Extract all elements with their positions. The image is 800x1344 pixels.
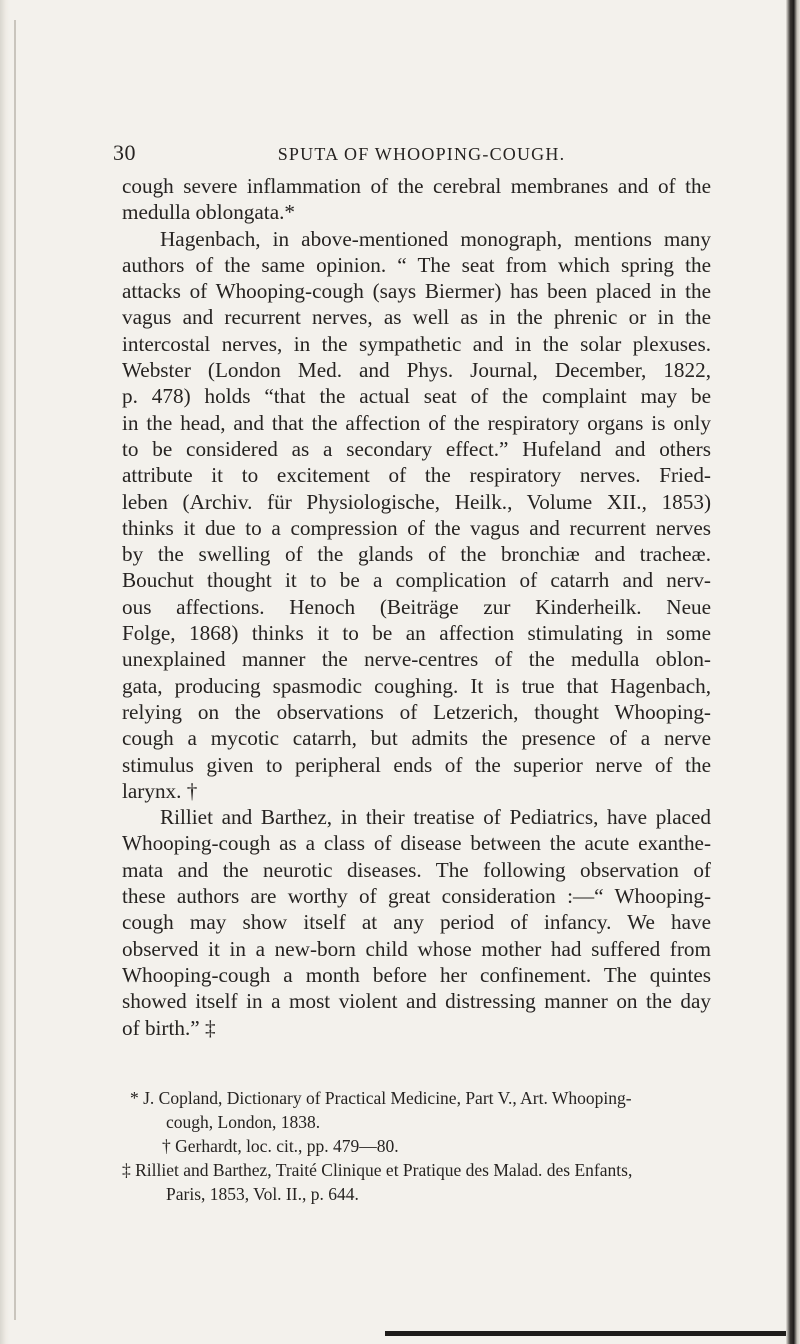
page-edge-left	[0, 0, 10, 1344]
footnote-2: † Gerhardt, loc. cit., pp. 479—80.	[162, 1136, 399, 1156]
footnote-3-line-2: Paris, 1853, Vol. II., p. 644.	[166, 1184, 359, 1204]
text-line: ous affections. Henoch (Beiträge zur Kinderheilk. Neue	[122, 594, 711, 619]
body-text	[122, 160, 711, 1041]
text-line: Rilliet and Barthez, in their treatise of Pediatrics, have placed	[160, 805, 711, 830]
text-line: in the head, and that the affection of the respiratory organs is only	[122, 410, 711, 435]
text-line: medulla oblongata.*	[122, 200, 295, 225]
text-line: Webster (London Med. and Phys. Journal, December, 1822,	[122, 358, 711, 383]
text-line: Bouchut thought it to be a complication of catarrh and nerv-	[122, 568, 711, 593]
footnote-3-line-1: ‡ Rilliet and Barthez, Traité Clinique et Pratique des Malad. des Enfants,	[122, 1160, 633, 1180]
text-line: Hagenbach, in above-mentioned monograph, mentions many	[160, 226, 711, 251]
text-line: to be considered as a secondary effect.” Hufeland and others	[122, 436, 711, 461]
text-line: by the swelling of the glands of the bronchiæ and tracheæ.	[122, 542, 711, 567]
text-line: mata and the neurotic diseases. The following observation of	[122, 857, 711, 882]
text-line: cough severe inflammation of the cerebral membranes and of the	[122, 174, 711, 198]
footnotes	[122, 1086, 711, 1206]
footnote-1-line-1: * J. Copland, Dictionary of Practical Medicine, Part V., Art. Whooping-	[130, 1088, 632, 1108]
text-line: intercostal nerves, in the sympathetic and in the solar plexuses.	[122, 331, 711, 356]
text-line: observed it in a new-born child whose mother had suffered from	[122, 936, 711, 961]
text-line: cough may show itself at any period of infancy. We have	[122, 910, 711, 935]
page-number: 30	[113, 140, 136, 165]
bottom-edge-bar	[385, 1331, 786, 1336]
text-line: Whooping-cough a month before her confinement. The quintes	[122, 962, 711, 987]
text-line: leben (Archiv. für Physiologische, Heilk., Volume XII., 1853)	[122, 489, 711, 514]
text-line: attacks of Whooping-cough (says Biermer) has been placed in the	[122, 279, 711, 304]
text-line: showed itself in a most violent and distressing manner on the day	[122, 989, 711, 1014]
running-title: SPUTA OF WHOOPING-COUGH.	[277, 144, 566, 164]
text-line: these authors are worthy of great consideration :—“ Whooping-	[122, 884, 711, 909]
text-line: gata, producing spasmodic coughing. It is true that Hagenbach,	[122, 673, 711, 698]
text-line: stimulus given to peripheral ends of the superior nerve of the	[122, 752, 711, 777]
text-line: of birth.” ‡	[122, 1015, 216, 1040]
text-line: larynx. †	[122, 778, 198, 803]
footnote-1-line-2: cough, London, 1838.	[166, 1112, 321, 1132]
text-line: vagus and recurrent nerves, as well as in the phrenic or in the	[122, 305, 711, 330]
text-line: Whooping-cough as a class of disease between the acute exanthe-	[122, 831, 711, 856]
text-line: thinks it due to a compression of the vagus and recurrent nerves	[122, 515, 711, 540]
gutter-line	[14, 20, 16, 1320]
text-line: Folge, 1868) thinks it to be an affection stimulating in some	[122, 621, 711, 646]
text-line: p. 478) holds “that the actual seat of the complaint may be	[122, 384, 711, 409]
page-edge-right	[786, 0, 800, 1344]
text-line: authors of the same opinion. “ The seat from which spring the	[122, 252, 711, 277]
text-line: relying on the observations of Letzerich, thought Whooping-	[122, 699, 711, 724]
text-line: attribute it to excitement of the respiratory nerves. Fried-	[122, 463, 711, 488]
text-line: unexplained manner the nerve-centres of the medulla oblon-	[122, 647, 711, 672]
text-line: cough a mycotic catarrh, but admits the presence of a nerve	[122, 726, 711, 751]
